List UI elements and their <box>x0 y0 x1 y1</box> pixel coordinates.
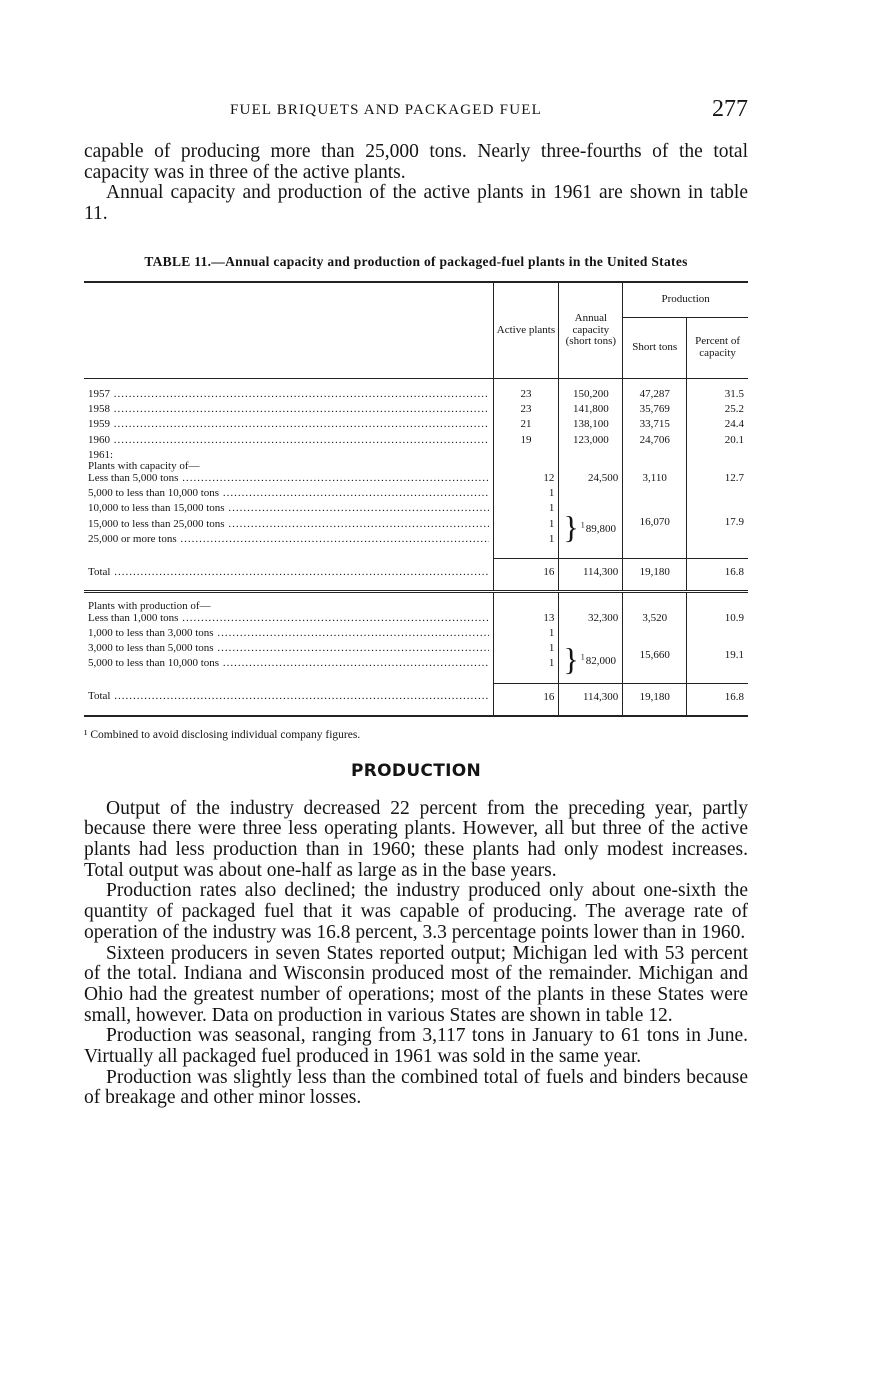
production-paragraph-3: Sixteen producers in seven States reported output; Michigan led with 53 percent of the total. Indiana and Wisconsin produced most of the remainder. Michigan and Ohio had the greatest number of operations; most of the plants in these States were small, however. Data on production in various States are shown in table 12. <box>84 942 748 1026</box>
table-container <box>84 281 748 717</box>
cell-short-tons: 47,287 <box>623 389 687 404</box>
cell-active: 1 <box>493 488 559 503</box>
cell-capacity: 82,000 <box>585 655 616 668</box>
cell-percent: 12.7 <box>687 473 748 488</box>
row-label: 5,000 to less than 10,000 tons ..... <box>88 658 489 670</box>
table-row <box>84 435 748 450</box>
cell-capacity-combined <box>559 488 623 559</box>
data-table <box>84 281 748 717</box>
cell-active: 1 <box>493 643 559 658</box>
cell-short-tons: 24,706 <box>623 435 687 450</box>
row-label: 1957 ..... <box>88 389 489 401</box>
cell-capacity: 123,000 <box>559 435 623 450</box>
table-row <box>84 404 748 419</box>
cell-active: 1 <box>493 503 559 518</box>
cell-short-tons: 19,180 <box>623 559 687 592</box>
cell-active: 1 <box>493 534 559 559</box>
table-row <box>84 601 748 613</box>
brace-icon: } <box>563 508 579 545</box>
cell-active: 19 <box>493 435 559 450</box>
cell-active: 16 <box>493 559 559 592</box>
row-label-1961: 1961: <box>88 449 114 461</box>
cell-percent: 25.2 <box>687 404 748 419</box>
document-page <box>84 96 748 1109</box>
row-label: 1958 ..... <box>88 404 489 416</box>
production-paragraph-4: Production was seasonal, ranging from 3,117 tons in January to 61 tons in June. Virtually all packaged fuel produced in 1961 was sold in the same year. <box>84 1025 748 1068</box>
cell-percent: 16.8 <box>687 683 748 715</box>
table-row <box>84 473 748 488</box>
cell-active: 1 <box>493 628 559 643</box>
cell-percent: 10.9 <box>687 613 748 628</box>
row-label: 5,000 to less than 10,000 tons ..... <box>88 488 489 500</box>
table-row <box>84 488 748 503</box>
table-row <box>84 628 748 643</box>
cell-active: 13 <box>493 613 559 628</box>
row-label: Total ..... <box>88 691 489 703</box>
row-label: 25,000 or more tons ..... <box>88 534 489 546</box>
row-label: Less than 5,000 tons ..... <box>88 473 489 485</box>
table-caption: TABLE 11.—Annual capacity and production of packaged-fuel plants in the United States <box>144 254 688 269</box>
section-heading: PRODUCTION <box>351 760 481 781</box>
cell-capacity: 114,300 <box>559 559 623 592</box>
row-label: 1960 ..... <box>88 435 489 447</box>
cell-percent: 19.1 <box>687 628 748 684</box>
cell-short-tons: 16,070 <box>623 488 687 559</box>
cell-capacity: 89,800 <box>585 522 616 535</box>
cell-capacity: 138,100 <box>559 419 623 434</box>
cell-active: 23 <box>493 404 559 419</box>
cell-percent: 24.4 <box>687 419 748 434</box>
stub-header <box>84 282 493 379</box>
table-row-total <box>84 683 748 715</box>
group-heading-production: Plants with production of— <box>88 601 211 613</box>
cell-short-tons: 3,520 <box>623 613 687 628</box>
table-row-total <box>84 559 748 592</box>
cell-percent: 31.5 <box>687 389 748 404</box>
page-header <box>84 96 748 124</box>
production-paragraph-1: Output of the industry decreased 22 percent from the preceding year, partly because there were three less operating plants. However, all but three of the active plants had less production than in 1960; these plants had only modest increases. Total output was about one-half as large as in the base years. <box>84 797 748 881</box>
cell-capacity: 114,300 <box>559 683 623 715</box>
col-header-active: Active plants <box>493 282 559 379</box>
table-footnote: ¹ Combined to avoid disclosing individual company figures. <box>84 728 361 741</box>
cell-capacity: 24,500 <box>559 473 623 488</box>
col-header-capacity: Annual capacity (short tons) <box>559 282 623 379</box>
production-text <box>84 799 748 1110</box>
cell-percent: 16.8 <box>687 559 748 592</box>
row-label: 15,000 to less than 25,000 tons ..... <box>88 519 489 531</box>
brace-icon: } <box>563 641 579 678</box>
cell-percent: 20.1 <box>687 435 748 450</box>
cell-active: 1 <box>493 658 559 683</box>
running-head: FUEL BRIQUETS AND PACKAGED FUEL <box>230 102 542 118</box>
col-header-production: Production <box>623 282 748 318</box>
footnote-mark: 1 <box>580 652 585 662</box>
cell-active: 23 <box>493 389 559 404</box>
cell-capacity: 150,200 <box>559 389 623 404</box>
cell-short-tons: 33,715 <box>623 419 687 434</box>
cell-active: 16 <box>493 683 559 715</box>
row-label: 1959 ..... <box>88 419 489 431</box>
cell-short-tons: 35,769 <box>623 404 687 419</box>
cell-active: 21 <box>493 419 559 434</box>
row-label: Less than 1,000 tons ..... <box>88 613 489 625</box>
cell-active: 12 <box>493 473 559 488</box>
row-label: Total ..... <box>88 567 489 579</box>
cell-short-tons: 19,180 <box>623 683 687 715</box>
table-row <box>84 419 748 434</box>
cell-capacity: 141,800 <box>559 404 623 419</box>
production-paragraph-2: Production rates also declined; the industry produced only about one-sixth the quantity of packaged fuel that it was capable of producing. The average rate of operation of the industry was 16.8 percent, 3.3 percentage points lower than in 1960. <box>84 880 748 943</box>
table-row <box>84 450 748 462</box>
table-row <box>84 389 748 404</box>
page-number: 277 <box>712 96 748 122</box>
cell-short-tons: 15,660 <box>623 628 687 684</box>
cell-capacity-combined <box>559 628 623 684</box>
footnote-mark: 1 <box>580 520 585 530</box>
cell-percent: 17.9 <box>687 488 748 559</box>
intro-paragraph-1: capable of producing more than 25,000 tons. Nearly three-fourths of the total capacity was in three of the active plants. <box>84 141 748 183</box>
cell-capacity: 32,300 <box>559 613 623 628</box>
intro-paragraph-2: Annual capacity and production of the active plants in 1961 are shown in table 11. <box>84 182 748 224</box>
row-label: 1,000 to less than 3,000 tons ..... <box>88 628 489 640</box>
cell-active: 1 <box>493 519 559 534</box>
row-label: 3,000 to less than 5,000 tons ..... <box>88 643 489 655</box>
intro-text <box>84 142 748 224</box>
group-heading-capacity: Plants with capacity of— <box>88 461 200 473</box>
cell-short-tons: 3,110 <box>623 473 687 488</box>
table-row <box>84 613 748 628</box>
col-header-short-tons: Short tons <box>623 318 687 379</box>
row-label: 10,000 to less than 15,000 tons ..... <box>88 503 489 515</box>
production-paragraph-5: Production was slightly less than the combined total of fuels and binders because of breakage and other minor losses. <box>84 1066 748 1109</box>
col-header-percent: Percent of capacity <box>687 318 748 379</box>
